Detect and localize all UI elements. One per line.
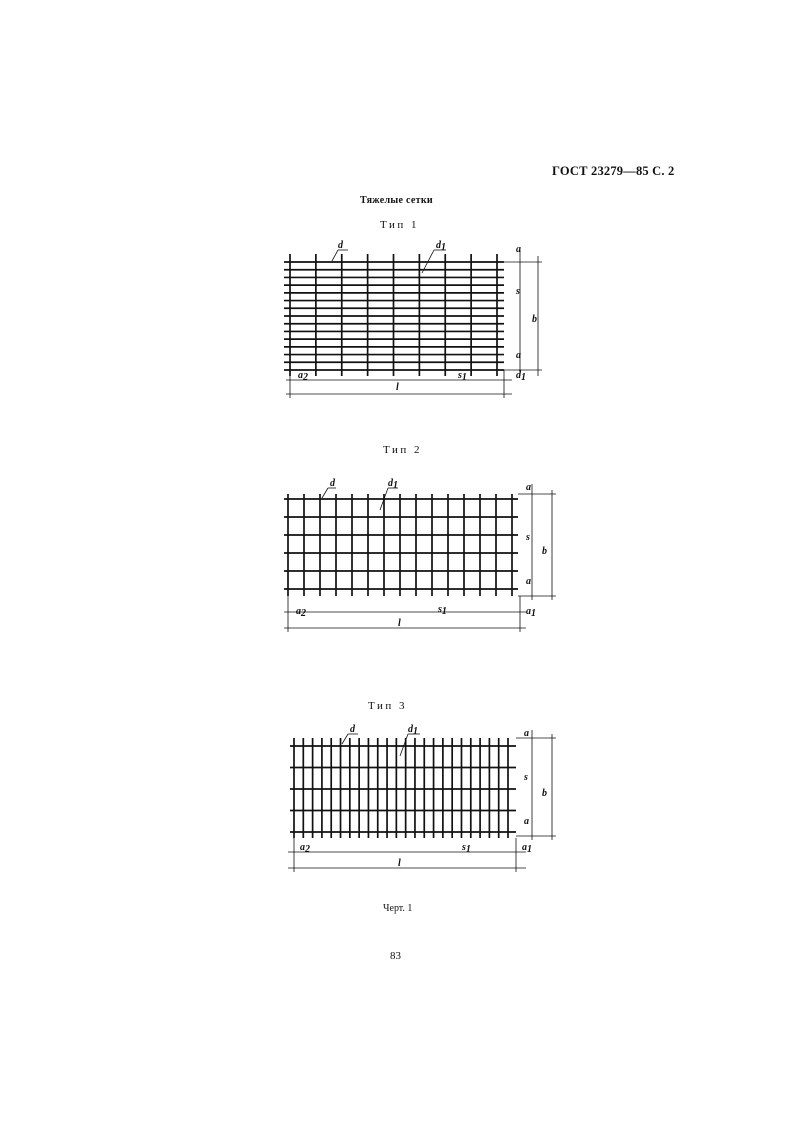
- label-a1: a1: [526, 606, 536, 619]
- label-s1: s1: [462, 842, 471, 855]
- label-l: l: [398, 618, 401, 629]
- mesh-grid-type-2: [284, 494, 518, 596]
- type-2-label: Тип 2: [383, 444, 422, 456]
- label-d1: d1: [436, 240, 446, 253]
- label-d1: d1: [408, 724, 418, 737]
- label-b: b: [542, 788, 547, 799]
- label-s: s: [516, 286, 520, 297]
- figure-type-2: [272, 476, 562, 641]
- label-a1: a1: [522, 842, 532, 855]
- section-title: Тяжелые сетки: [360, 195, 433, 206]
- label-b: b: [542, 546, 547, 557]
- label-s1: s1: [458, 370, 467, 383]
- label-s: s: [526, 532, 530, 543]
- label-a-top: a: [524, 728, 529, 739]
- label-l: l: [398, 858, 401, 869]
- type-1-label: Тип 1: [380, 219, 419, 231]
- label-d: d: [338, 240, 343, 251]
- document-header: ГОСТ 23279—85 С. 2: [552, 164, 675, 178]
- label-l: l: [396, 382, 399, 393]
- label-a-bottom: a: [524, 816, 529, 827]
- mesh-grid-type-1: [284, 254, 504, 376]
- label-a-bottom: a: [526, 576, 531, 587]
- label-d: d: [330, 478, 335, 489]
- label-d1: d1: [388, 478, 398, 491]
- label-a2: a2: [296, 606, 306, 619]
- label-s: s: [524, 772, 528, 783]
- label-s1: s1: [438, 604, 447, 617]
- mesh-grid-type-3: [290, 738, 516, 838]
- page-number: 83: [390, 950, 401, 962]
- figure-caption: Черт. 1: [383, 903, 413, 914]
- label-d1-bottom: d1: [516, 370, 526, 383]
- label-a-top: a: [526, 482, 531, 493]
- label-a-bottom: a: [516, 350, 521, 361]
- label-a2: a2: [300, 842, 310, 855]
- label-a2: a2: [298, 370, 308, 383]
- figure-type-1: [270, 238, 560, 408]
- label-d: d: [350, 724, 355, 735]
- type-3-label: Тип 3: [368, 700, 407, 712]
- figure-type-3: [276, 716, 566, 881]
- label-b: b: [532, 314, 537, 325]
- label-a-top: a: [516, 244, 521, 255]
